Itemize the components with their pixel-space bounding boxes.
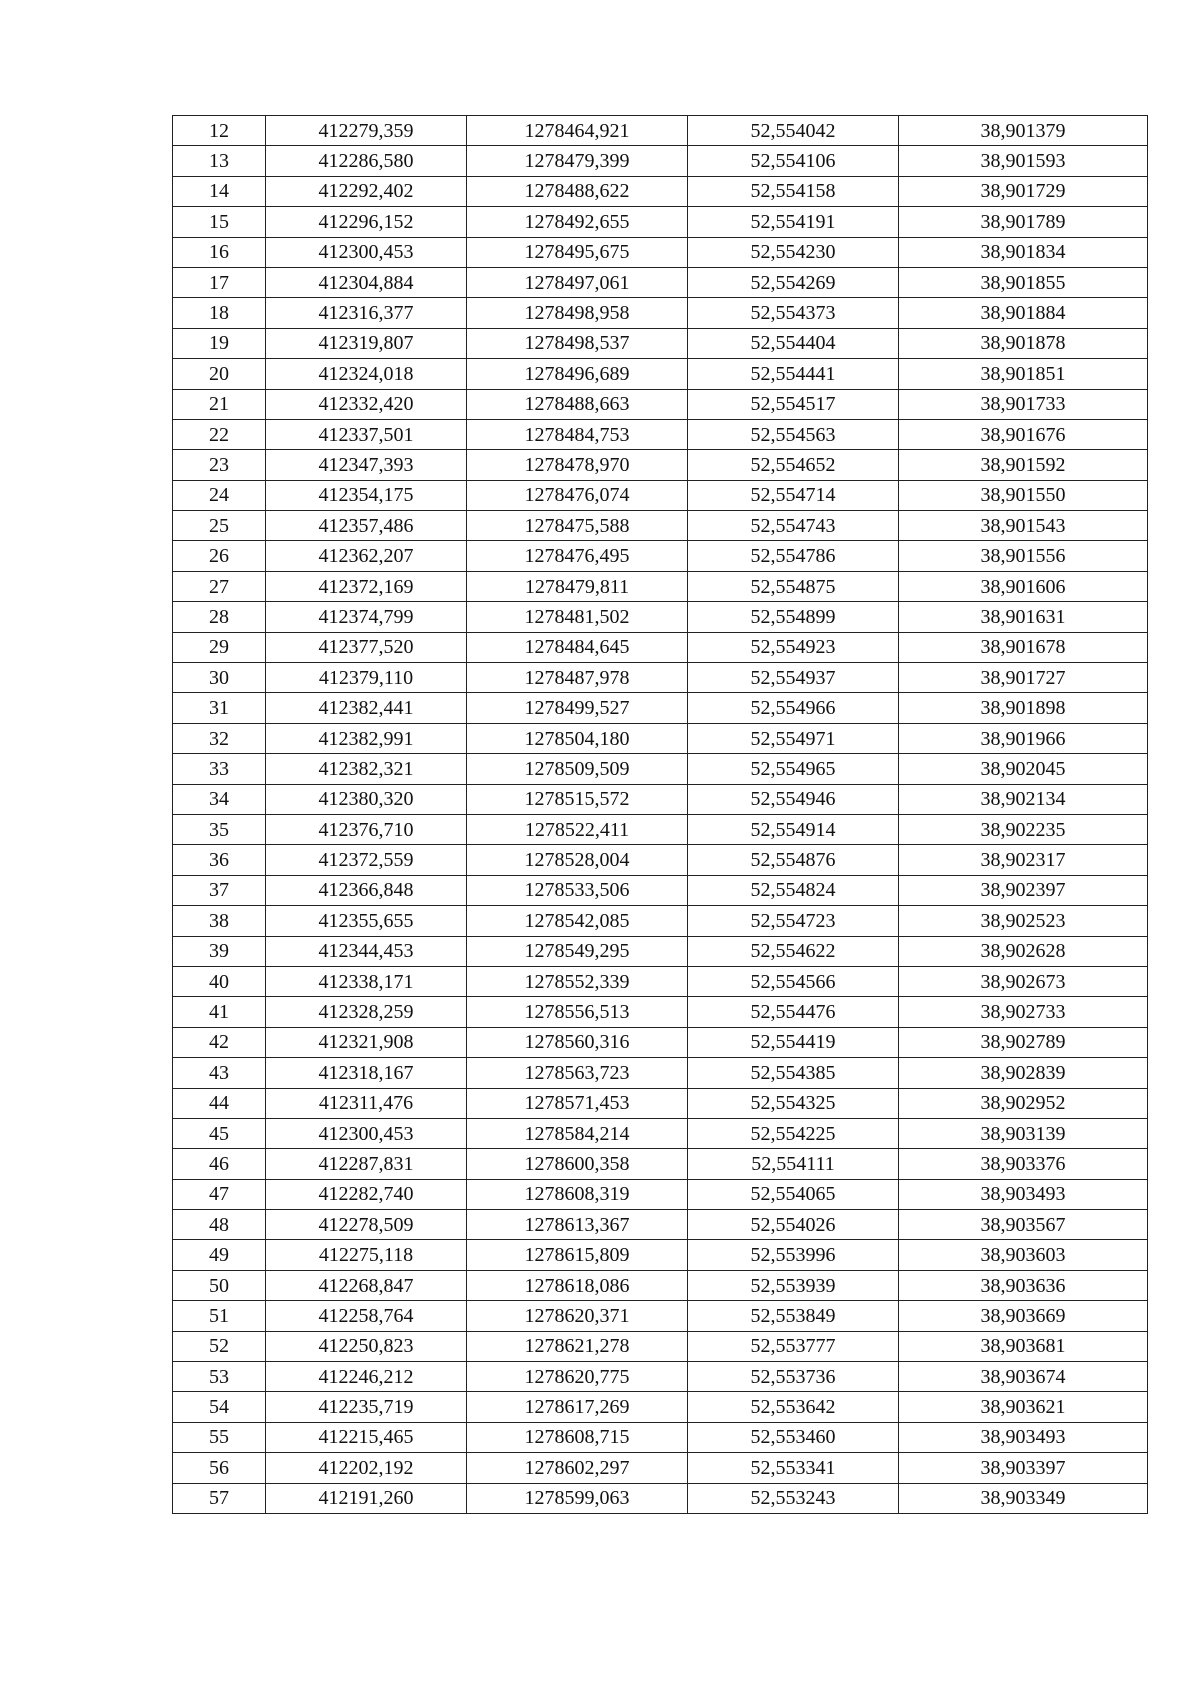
table-row — [173, 359, 1148, 389]
x-coordinate-cell: 412268,847 — [266, 1270, 467, 1300]
longitude-cell: 38,901878 — [899, 328, 1148, 358]
longitude-cell: 38,902628 — [899, 936, 1148, 966]
table-row — [173, 267, 1148, 297]
x-coordinate-cell: 412304,884 — [266, 267, 467, 297]
y-coordinate-cell: 1278533,506 — [467, 875, 688, 905]
y-coordinate-cell: 1278497,061 — [467, 267, 688, 297]
x-coordinate-cell: 412202,192 — [266, 1453, 467, 1483]
longitude-cell: 38,903397 — [899, 1453, 1148, 1483]
longitude-cell: 38,901727 — [899, 663, 1148, 693]
table-row — [173, 1362, 1148, 1392]
longitude-cell: 38,901966 — [899, 723, 1148, 753]
latitude-cell: 52,554230 — [688, 237, 899, 267]
point-number-cell: 35 — [173, 814, 266, 844]
point-number-cell: 47 — [173, 1179, 266, 1209]
latitude-cell: 52,554385 — [688, 1058, 899, 1088]
longitude-cell: 38,901855 — [899, 267, 1148, 297]
table-row — [173, 1058, 1148, 1088]
table-row — [173, 845, 1148, 875]
x-coordinate-cell: 412380,320 — [266, 784, 467, 814]
y-coordinate-cell: 1278615,809 — [467, 1240, 688, 1270]
table-row — [173, 1179, 1148, 1209]
table-row — [173, 1210, 1148, 1240]
table-row — [173, 1331, 1148, 1361]
y-coordinate-cell: 1278496,689 — [467, 359, 688, 389]
point-number-cell: 44 — [173, 1088, 266, 1118]
table-row — [173, 663, 1148, 693]
point-number-cell: 15 — [173, 207, 266, 237]
latitude-cell: 52,554824 — [688, 875, 899, 905]
table-row — [173, 723, 1148, 753]
longitude-cell: 38,901631 — [899, 602, 1148, 632]
longitude-cell: 38,903674 — [899, 1362, 1148, 1392]
latitude-cell: 52,554743 — [688, 511, 899, 541]
y-coordinate-cell: 1278479,811 — [467, 571, 688, 601]
y-coordinate-cell: 1278528,004 — [467, 845, 688, 875]
point-number-cell: 34 — [173, 784, 266, 814]
y-coordinate-cell: 1278600,358 — [467, 1149, 688, 1179]
x-coordinate-cell: 412337,501 — [266, 419, 467, 449]
y-coordinate-cell: 1278495,675 — [467, 237, 688, 267]
x-coordinate-cell: 412300,453 — [266, 1118, 467, 1148]
longitude-cell: 38,902317 — [899, 845, 1148, 875]
table-row — [173, 511, 1148, 541]
latitude-cell: 52,553996 — [688, 1240, 899, 1270]
y-coordinate-cell: 1278484,645 — [467, 632, 688, 662]
latitude-cell: 52,554191 — [688, 207, 899, 237]
x-coordinate-cell: 412374,799 — [266, 602, 467, 632]
x-coordinate-cell: 412328,259 — [266, 997, 467, 1027]
longitude-cell: 38,901678 — [899, 632, 1148, 662]
y-coordinate-cell: 1278602,297 — [467, 1453, 688, 1483]
longitude-cell: 38,902952 — [899, 1088, 1148, 1118]
point-number-cell: 30 — [173, 663, 266, 693]
point-number-cell: 17 — [173, 267, 266, 297]
longitude-cell: 38,903567 — [899, 1210, 1148, 1240]
x-coordinate-cell: 412344,453 — [266, 936, 467, 966]
x-coordinate-cell: 412258,764 — [266, 1301, 467, 1331]
y-coordinate-cell: 1278487,978 — [467, 663, 688, 693]
x-coordinate-cell: 412279,359 — [266, 116, 467, 146]
longitude-cell: 38,901379 — [899, 116, 1148, 146]
longitude-cell: 38,903669 — [899, 1301, 1148, 1331]
longitude-cell: 38,901834 — [899, 237, 1148, 267]
y-coordinate-cell: 1278515,572 — [467, 784, 688, 814]
longitude-cell: 38,902523 — [899, 906, 1148, 936]
longitude-cell: 38,903139 — [899, 1118, 1148, 1148]
latitude-cell: 52,554325 — [688, 1088, 899, 1118]
latitude-cell: 52,553849 — [688, 1301, 899, 1331]
x-coordinate-cell: 412286,580 — [266, 146, 467, 176]
longitude-cell: 38,901898 — [899, 693, 1148, 723]
point-number-cell: 56 — [173, 1453, 266, 1483]
longitude-cell: 38,903681 — [899, 1331, 1148, 1361]
longitude-cell: 38,903349 — [899, 1483, 1148, 1513]
x-coordinate-cell: 412215,465 — [266, 1422, 467, 1452]
x-coordinate-cell: 412354,175 — [266, 480, 467, 510]
y-coordinate-cell: 1278621,278 — [467, 1331, 688, 1361]
y-coordinate-cell: 1278542,085 — [467, 906, 688, 936]
table-row — [173, 966, 1148, 996]
latitude-cell: 52,553939 — [688, 1270, 899, 1300]
longitude-cell: 38,901851 — [899, 359, 1148, 389]
point-number-cell: 19 — [173, 328, 266, 358]
table-row — [173, 146, 1148, 176]
y-coordinate-cell: 1278608,715 — [467, 1422, 688, 1452]
longitude-cell: 38,902235 — [899, 814, 1148, 844]
y-coordinate-cell: 1278476,074 — [467, 480, 688, 510]
point-number-cell: 23 — [173, 450, 266, 480]
latitude-cell: 52,553243 — [688, 1483, 899, 1513]
latitude-cell: 52,554158 — [688, 176, 899, 206]
point-number-cell: 20 — [173, 359, 266, 389]
table-row — [173, 1088, 1148, 1118]
x-coordinate-cell: 412382,441 — [266, 693, 467, 723]
latitude-cell: 52,554899 — [688, 602, 899, 632]
table-row — [173, 1027, 1148, 1057]
longitude-cell: 38,903603 — [899, 1240, 1148, 1270]
latitude-cell: 52,554965 — [688, 754, 899, 784]
x-coordinate-cell: 412366,848 — [266, 875, 467, 905]
table-row — [173, 541, 1148, 571]
point-number-cell: 54 — [173, 1392, 266, 1422]
longitude-cell: 38,901676 — [899, 419, 1148, 449]
longitude-cell: 38,903636 — [899, 1270, 1148, 1300]
y-coordinate-cell: 1278504,180 — [467, 723, 688, 753]
point-number-cell: 26 — [173, 541, 266, 571]
y-coordinate-cell: 1278620,371 — [467, 1301, 688, 1331]
table-row — [173, 571, 1148, 601]
latitude-cell: 52,554622 — [688, 936, 899, 966]
point-number-cell: 57 — [173, 1483, 266, 1513]
x-coordinate-cell: 412372,559 — [266, 845, 467, 875]
point-number-cell: 45 — [173, 1118, 266, 1148]
latitude-cell: 52,554971 — [688, 723, 899, 753]
y-coordinate-cell: 1278599,063 — [467, 1483, 688, 1513]
longitude-cell: 38,902839 — [899, 1058, 1148, 1088]
x-coordinate-cell: 412318,167 — [266, 1058, 467, 1088]
x-coordinate-cell: 412296,152 — [266, 207, 467, 237]
longitude-cell: 38,901550 — [899, 480, 1148, 510]
latitude-cell: 52,554923 — [688, 632, 899, 662]
x-coordinate-cell: 412379,110 — [266, 663, 467, 693]
latitude-cell: 52,553642 — [688, 1392, 899, 1422]
x-coordinate-cell: 412382,321 — [266, 754, 467, 784]
longitude-cell: 38,903493 — [899, 1179, 1148, 1209]
y-coordinate-cell: 1278464,921 — [467, 116, 688, 146]
table-row — [173, 1483, 1148, 1513]
latitude-cell: 52,554914 — [688, 814, 899, 844]
point-number-cell: 41 — [173, 997, 266, 1027]
point-number-cell: 13 — [173, 146, 266, 176]
point-number-cell: 53 — [173, 1362, 266, 1392]
point-number-cell: 29 — [173, 632, 266, 662]
table-row — [173, 176, 1148, 206]
table-row — [173, 814, 1148, 844]
table-row — [173, 754, 1148, 784]
table-row — [173, 450, 1148, 480]
table-row — [173, 1240, 1148, 1270]
table-row — [173, 480, 1148, 510]
longitude-cell: 38,902045 — [899, 754, 1148, 784]
y-coordinate-cell: 1278481,502 — [467, 602, 688, 632]
y-coordinate-cell: 1278479,399 — [467, 146, 688, 176]
point-number-cell: 49 — [173, 1240, 266, 1270]
table-row — [173, 1270, 1148, 1300]
x-coordinate-cell: 412275,118 — [266, 1240, 467, 1270]
point-number-cell: 31 — [173, 693, 266, 723]
x-coordinate-cell: 412246,212 — [266, 1362, 467, 1392]
longitude-cell: 38,901543 — [899, 511, 1148, 541]
point-number-cell: 12 — [173, 116, 266, 146]
x-coordinate-cell: 412357,486 — [266, 511, 467, 541]
x-coordinate-cell: 412382,991 — [266, 723, 467, 753]
x-coordinate-cell: 412300,453 — [266, 237, 467, 267]
latitude-cell: 52,554652 — [688, 450, 899, 480]
latitude-cell: 52,554225 — [688, 1118, 899, 1148]
point-number-cell: 40 — [173, 966, 266, 996]
latitude-cell: 52,554875 — [688, 571, 899, 601]
x-coordinate-cell: 412372,169 — [266, 571, 467, 601]
y-coordinate-cell: 1278552,339 — [467, 966, 688, 996]
table-row — [173, 1301, 1148, 1331]
point-number-cell: 27 — [173, 571, 266, 601]
x-coordinate-cell: 412338,171 — [266, 966, 467, 996]
y-coordinate-cell: 1278560,316 — [467, 1027, 688, 1057]
y-coordinate-cell: 1278478,970 — [467, 450, 688, 480]
x-coordinate-cell: 412347,393 — [266, 450, 467, 480]
y-coordinate-cell: 1278498,958 — [467, 298, 688, 328]
point-number-cell: 37 — [173, 875, 266, 905]
point-number-cell: 43 — [173, 1058, 266, 1088]
point-number-cell: 14 — [173, 176, 266, 206]
latitude-cell: 52,553460 — [688, 1422, 899, 1452]
point-number-cell: 51 — [173, 1301, 266, 1331]
coordinates-table-body — [173, 116, 1148, 1514]
longitude-cell: 38,902397 — [899, 875, 1148, 905]
y-coordinate-cell: 1278476,495 — [467, 541, 688, 571]
latitude-cell: 52,554714 — [688, 480, 899, 510]
longitude-cell: 38,902673 — [899, 966, 1148, 996]
x-coordinate-cell: 412319,807 — [266, 328, 467, 358]
x-coordinate-cell: 412311,476 — [266, 1088, 467, 1118]
latitude-cell: 52,554786 — [688, 541, 899, 571]
x-coordinate-cell: 412362,207 — [266, 541, 467, 571]
longitude-cell: 38,901729 — [899, 176, 1148, 206]
longitude-cell: 38,901592 — [899, 450, 1148, 480]
table-row — [173, 936, 1148, 966]
point-number-cell: 18 — [173, 298, 266, 328]
y-coordinate-cell: 1278509,509 — [467, 754, 688, 784]
x-coordinate-cell: 412282,740 — [266, 1179, 467, 1209]
x-coordinate-cell: 412377,520 — [266, 632, 467, 662]
y-coordinate-cell: 1278475,588 — [467, 511, 688, 541]
latitude-cell: 52,554476 — [688, 997, 899, 1027]
y-coordinate-cell: 1278484,753 — [467, 419, 688, 449]
longitude-cell: 38,903376 — [899, 1149, 1148, 1179]
longitude-cell: 38,901593 — [899, 146, 1148, 176]
longitude-cell: 38,903621 — [899, 1392, 1148, 1422]
x-coordinate-cell: 412235,719 — [266, 1392, 467, 1422]
y-coordinate-cell: 1278617,269 — [467, 1392, 688, 1422]
x-coordinate-cell: 412287,831 — [266, 1149, 467, 1179]
y-coordinate-cell: 1278584,214 — [467, 1118, 688, 1148]
x-coordinate-cell: 412316,377 — [266, 298, 467, 328]
latitude-cell: 52,554441 — [688, 359, 899, 389]
y-coordinate-cell: 1278620,775 — [467, 1362, 688, 1392]
table-row — [173, 1453, 1148, 1483]
latitude-cell: 52,554269 — [688, 267, 899, 297]
point-number-cell: 21 — [173, 389, 266, 419]
latitude-cell: 52,554517 — [688, 389, 899, 419]
x-coordinate-cell: 412278,509 — [266, 1210, 467, 1240]
y-coordinate-cell: 1278499,527 — [467, 693, 688, 723]
latitude-cell: 52,554065 — [688, 1179, 899, 1209]
longitude-cell: 38,903493 — [899, 1422, 1148, 1452]
coordinates-table — [172, 115, 1148, 1514]
table-row — [173, 207, 1148, 237]
latitude-cell: 52,554563 — [688, 419, 899, 449]
point-number-cell: 42 — [173, 1027, 266, 1057]
y-coordinate-cell: 1278608,319 — [467, 1179, 688, 1209]
point-number-cell: 25 — [173, 511, 266, 541]
point-number-cell: 28 — [173, 602, 266, 632]
longitude-cell: 38,901884 — [899, 298, 1148, 328]
latitude-cell: 52,553736 — [688, 1362, 899, 1392]
table-row — [173, 1422, 1148, 1452]
table-row — [173, 1118, 1148, 1148]
table-row — [173, 116, 1148, 146]
latitude-cell: 52,554946 — [688, 784, 899, 814]
longitude-cell: 38,901733 — [899, 389, 1148, 419]
longitude-cell: 38,902789 — [899, 1027, 1148, 1057]
x-coordinate-cell: 412321,908 — [266, 1027, 467, 1057]
table-row — [173, 693, 1148, 723]
latitude-cell: 52,554419 — [688, 1027, 899, 1057]
latitude-cell: 52,554566 — [688, 966, 899, 996]
point-number-cell: 52 — [173, 1331, 266, 1361]
x-coordinate-cell: 412191,260 — [266, 1483, 467, 1513]
point-number-cell: 22 — [173, 419, 266, 449]
point-number-cell: 48 — [173, 1210, 266, 1240]
point-number-cell: 39 — [173, 936, 266, 966]
y-coordinate-cell: 1278488,622 — [467, 176, 688, 206]
latitude-cell: 52,554876 — [688, 845, 899, 875]
point-number-cell: 24 — [173, 480, 266, 510]
x-coordinate-cell: 412324,018 — [266, 359, 467, 389]
table-row — [173, 602, 1148, 632]
latitude-cell: 52,554723 — [688, 906, 899, 936]
longitude-cell: 38,902733 — [899, 997, 1148, 1027]
x-coordinate-cell: 412376,710 — [266, 814, 467, 844]
point-number-cell: 46 — [173, 1149, 266, 1179]
point-number-cell: 38 — [173, 906, 266, 936]
y-coordinate-cell: 1278571,453 — [467, 1088, 688, 1118]
y-coordinate-cell: 1278492,655 — [467, 207, 688, 237]
latitude-cell: 52,554966 — [688, 693, 899, 723]
latitude-cell: 52,553341 — [688, 1453, 899, 1483]
longitude-cell: 38,901606 — [899, 571, 1148, 601]
latitude-cell: 52,554026 — [688, 1210, 899, 1240]
point-number-cell: 36 — [173, 845, 266, 875]
table-row — [173, 875, 1148, 905]
point-number-cell: 32 — [173, 723, 266, 753]
table-row — [173, 1149, 1148, 1179]
y-coordinate-cell: 1278549,295 — [467, 936, 688, 966]
point-number-cell: 50 — [173, 1270, 266, 1300]
longitude-cell: 38,901789 — [899, 207, 1148, 237]
x-coordinate-cell: 412250,823 — [266, 1331, 467, 1361]
latitude-cell: 52,554373 — [688, 298, 899, 328]
table-row — [173, 328, 1148, 358]
x-coordinate-cell: 412355,655 — [266, 906, 467, 936]
table-row — [173, 1392, 1148, 1422]
latitude-cell: 52,554042 — [688, 116, 899, 146]
latitude-cell: 52,554404 — [688, 328, 899, 358]
latitude-cell: 52,554111 — [688, 1149, 899, 1179]
y-coordinate-cell: 1278488,663 — [467, 389, 688, 419]
point-number-cell: 16 — [173, 237, 266, 267]
x-coordinate-cell: 412332,420 — [266, 389, 467, 419]
y-coordinate-cell: 1278618,086 — [467, 1270, 688, 1300]
table-row — [173, 632, 1148, 662]
point-number-cell: 33 — [173, 754, 266, 784]
y-coordinate-cell: 1278498,537 — [467, 328, 688, 358]
y-coordinate-cell: 1278563,723 — [467, 1058, 688, 1088]
latitude-cell: 52,554937 — [688, 663, 899, 693]
table-row — [173, 389, 1148, 419]
table-row — [173, 419, 1148, 449]
point-number-cell: 55 — [173, 1422, 266, 1452]
longitude-cell: 38,902134 — [899, 784, 1148, 814]
latitude-cell: 52,553777 — [688, 1331, 899, 1361]
x-coordinate-cell: 412292,402 — [266, 176, 467, 206]
latitude-cell: 52,554106 — [688, 146, 899, 176]
table-row — [173, 997, 1148, 1027]
table-row — [173, 237, 1148, 267]
table-row — [173, 298, 1148, 328]
y-coordinate-cell: 1278613,367 — [467, 1210, 688, 1240]
table-row — [173, 784, 1148, 814]
y-coordinate-cell: 1278522,411 — [467, 814, 688, 844]
longitude-cell: 38,901556 — [899, 541, 1148, 571]
table-row — [173, 906, 1148, 936]
y-coordinate-cell: 1278556,513 — [467, 997, 688, 1027]
